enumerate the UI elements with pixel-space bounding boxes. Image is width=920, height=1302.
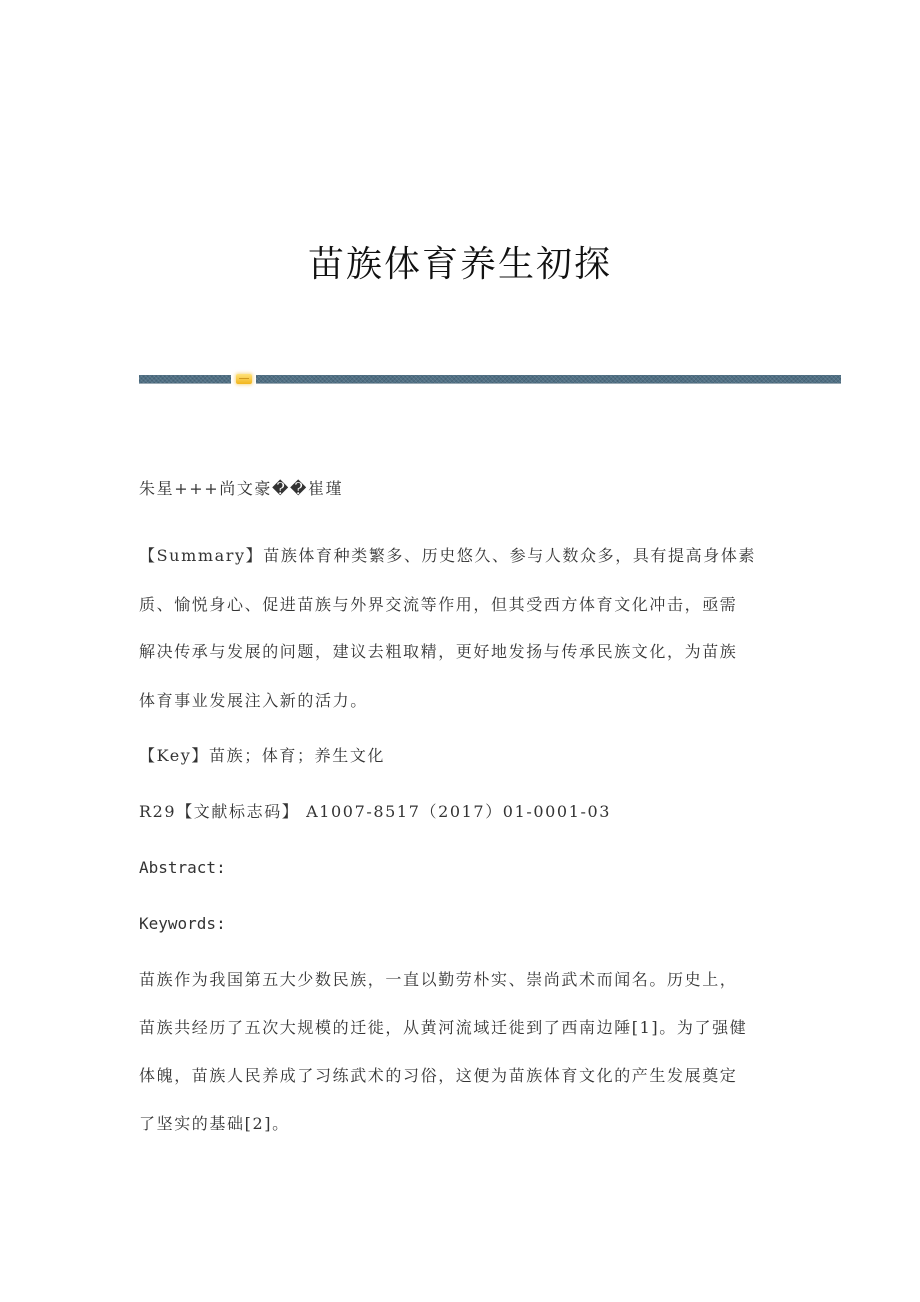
classification-code: R29【文献标志码】 A1007-8517（2017）01-0001-03 [139, 802, 612, 821]
divider-bar-left [139, 375, 231, 384]
summary-line-3: 解决传承与发展的问题，建议去粗取精，更好地发扬与传承民族文化，为苗族 [139, 642, 738, 661]
summary-line-1: 【Summary】苗族体育种类繁多、历史悠久、参与人数众多，具有提高身体素 [139, 546, 757, 565]
keywords-label: Keywords: [139, 914, 226, 933]
divider-ornament-icon [236, 374, 252, 384]
title-divider [139, 375, 841, 384]
authors: 朱星+++尚文豪��崔瑾 [139, 479, 344, 498]
divider-bar-right [256, 375, 841, 384]
abstract-label: Abstract: [139, 858, 226, 877]
document-title: 苗族体育养生初探 [307, 244, 612, 286]
body-line-4: 了坚实的基础[2]。 [139, 1114, 290, 1133]
body-line-2: 苗族共经历了五次大规模的迁徙，从黄河流域迁徙到了西南边陲[1]。为了强健 [139, 1018, 748, 1037]
body-line-3: 体魄，苗族人民养成了习练武术的习俗，这便为苗族体育文化的产生发展奠定 [139, 1066, 738, 1085]
body-line-1: 苗族作为我国第五大少数民族，一直以勤劳朴实、崇尚武术而闻名。历史上， [139, 970, 738, 989]
summary-line-2: 质、愉悦身心、促进苗族与外界交流等作用，但其受西方体育文化冲击，亟需 [139, 595, 738, 614]
keywords-cn: 【Key】苗族；体育；养生文化 [139, 746, 386, 765]
summary-line-4: 体育事业发展注入新的活力。 [139, 691, 368, 710]
